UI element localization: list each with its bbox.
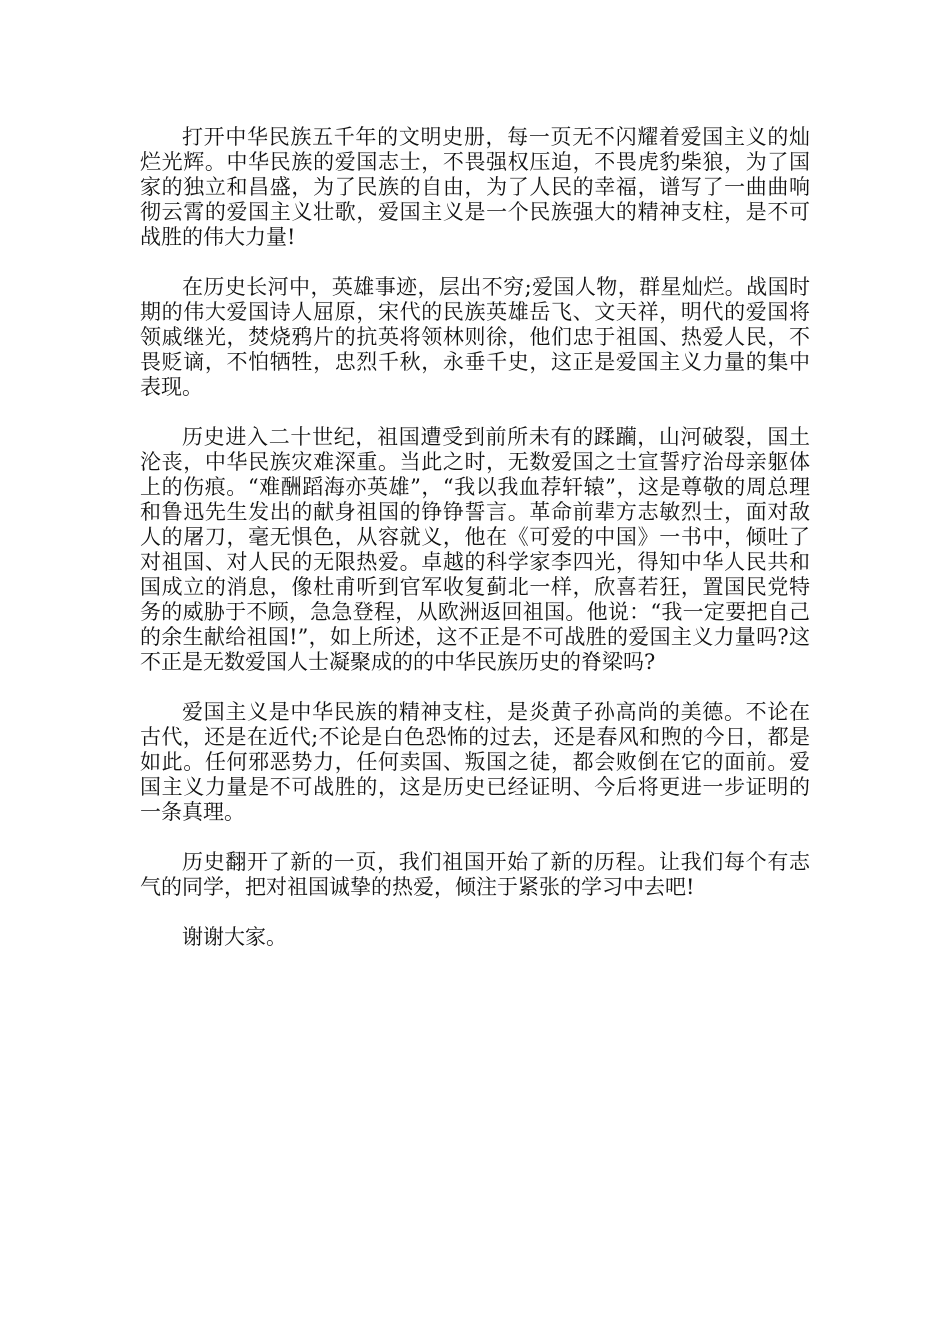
paragraph-4: 爱国主义是中华民族的精神支柱，是炎黄子孙高尚的美德。不论在古代，还是在近代;不论是白色恐怖的过去，还是春风和煦的今日，都是如此。任何邪恶势力，任何卖国、叛国之徒，都会败倒在它的面前。爱国主义力量是不可战胜的，这是历史已经证明、今后将更进一步证明的一条真理。 bbox=[140, 700, 810, 824]
paragraph-1: 打开中华民族五千年的文明史册，每一页无不闪耀着爱国主义的灿烂光辉。中华民族的爱国志士，不畏强权压迫，不畏虎豹柴狼，为了国家的独立和昌盛，为了民族的自由，为了人民的幸福，谱写了一曲曲响彻云霄的爱国主义壮歌，爱国主义是一个民族强大的精神支柱，是不可战胜的伟大力量! bbox=[140, 125, 810, 249]
closing-line: 谢谢大家。 bbox=[182, 925, 287, 949]
paragraph-3: 历史进入二十世纪，祖国遭受到前所未有的蹂躏，山河破裂，国土沦丧，中华民族灾难深重。当此之时，无数爱国之士宣誓疗治母亲躯体上的伤痕。“难酬蹈海亦英雄”，“我以我血荐轩辕”，这是尊敬的周总理和鲁迅先生发出的献身祖国的铮铮誓言。革命前辈方志敏烈士，面对敌人的屠刀，毫无惧色，从容就义，他在《可爱的中国》一书中，倾吐了对祖国、对人民的无限热爱。卓越的科学家李四光，得知中华人民共和国成立的消息，像杜甫听到官军收复蓟北一样，欣喜若狂，置国民党特务的威胁于不顾，急急登程，从欧洲返回祖国。他说：“我一定要把自己的余生献给祖国!”，如上所述，这不正是不可战胜的爱国主义力量吗?这不正是无数爱国人士凝聚成的的中华民族历史的脊梁吗? bbox=[140, 425, 810, 674]
paragraph-2: 在历史长河中，英雄事迹，层出不穷;爱国人物，群星灿烂。战国时期的伟大爱国诗人屈原，宋代的民族英雄岳飞、文天祥，明代的爱国将领戚继光，焚烧鸦片的抗英将领林则徐，他们忠于祖国、热爱人民，不畏贬谪，不怕牺牲，忠烈千秋，永垂千史，这正是爱国主义力量的集中表现。 bbox=[140, 275, 810, 399]
paragraph-5: 历史翻开了新的一页，我们祖国开始了新的历程。让我们每个有志气的同学，把对祖国诚挚的热爱，倾注于紧张的学习中去吧! bbox=[140, 850, 810, 899]
speech-body bbox=[140, 125, 810, 975]
